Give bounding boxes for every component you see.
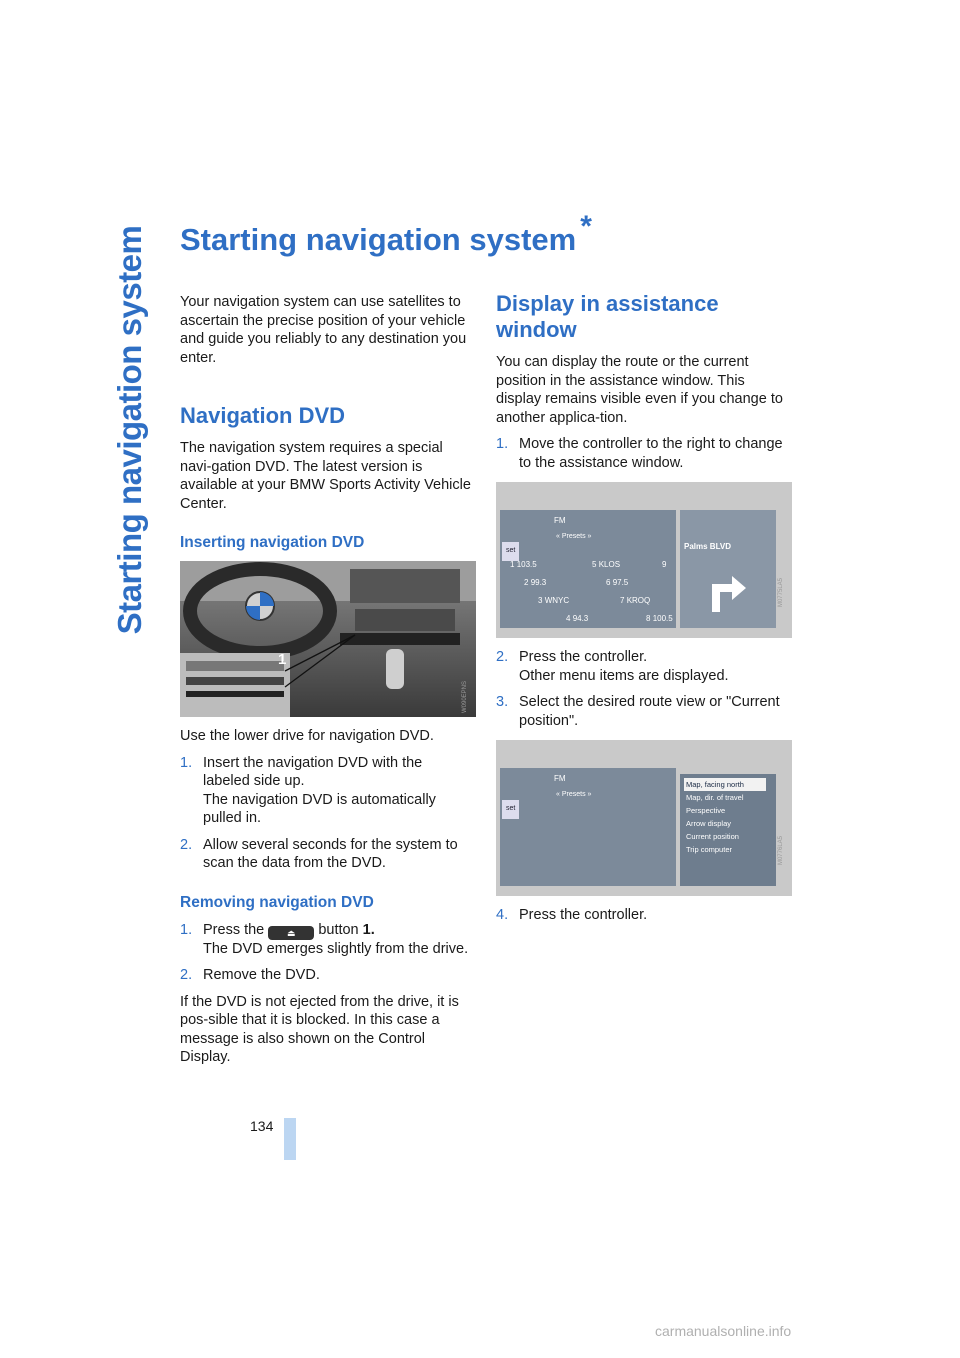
subheading-inserting-dvd: Inserting navigation DVD	[180, 534, 365, 551]
screenshot-assistance-window	[496, 482, 792, 638]
assistance-step-3	[496, 693, 792, 730]
preset-index: 3	[538, 596, 543, 605]
step-number: 1.	[180, 754, 193, 771]
page-number: 134	[250, 1118, 274, 1134]
band-label: FM	[554, 516, 566, 525]
sidebar-chapter-title	[100, 225, 160, 635]
menu-item-trip-computer: Trip computer	[686, 845, 732, 854]
preset-index: 7	[620, 596, 625, 605]
menu-item-current-position: Current position	[686, 832, 739, 841]
step-number: 3.	[496, 694, 509, 710]
right-column	[496, 291, 792, 933]
callout-reference: 1.	[362, 921, 375, 938]
preset-value: 94.3	[572, 614, 589, 623]
step-number: 1.	[180, 921, 193, 938]
photo-callout-number: 1	[278, 651, 287, 668]
eject-button-icon: ⏏	[268, 926, 314, 940]
assistance-step-1	[496, 435, 792, 472]
preset-value: WNYC	[544, 596, 570, 605]
dashboard-photo	[180, 561, 476, 717]
screenshot-code: M0776LA5	[777, 836, 784, 866]
band-label: FM	[554, 774, 566, 783]
inserting-step-2	[180, 836, 472, 873]
step-text: Allow several seconds for the system to scan the data from the DVD.	[203, 836, 458, 871]
dashboard-illustration	[180, 561, 476, 717]
step-text: Insert the navigation DVD with the labeled side up.	[203, 754, 423, 789]
step-text: Remove the DVD.	[203, 967, 320, 983]
screenshot-route-view-menu	[496, 740, 792, 896]
step-text: Press the controller.	[519, 907, 648, 923]
intro-paragraph: Your navigation system can use satellites to ascertain the precise position of your vehicle and guide you reliably to any destination you enter.	[180, 294, 467, 366]
assistance-step-4	[496, 906, 792, 925]
preset-index: 2	[524, 578, 529, 587]
step-text: Press the	[203, 921, 265, 938]
preset-index: 4	[566, 614, 571, 623]
preset-index: 6	[606, 578, 611, 587]
step-subtext: Other menu items are displayed.	[519, 667, 729, 684]
step-text: button	[318, 921, 359, 938]
assistance-intro: You can display the route or the current position in the assistance window. This display remains visible even if you change to another applica-tion.	[496, 354, 783, 426]
turn-arrow-icon	[702, 562, 752, 616]
step-number: 2.	[496, 649, 509, 665]
watermark: carmanualsonline.info	[655, 1323, 792, 1339]
preset-value: 97.5	[612, 578, 629, 587]
removing-note: If the DVD is not ejected from the drive, it is pos-sible that it is blocked. In this case a message is also shown on the Control Display.	[180, 993, 459, 1065]
preset-index: 8	[646, 614, 651, 623]
menu-item-arrow-display: Arrow display	[686, 819, 732, 828]
photo-code: W090EPNS	[461, 680, 468, 713]
set-tab: set	[502, 542, 519, 561]
step-subtext: The DVD emerges slightly from the drive.	[203, 940, 469, 957]
step-number: 2.	[180, 967, 193, 983]
left-column	[180, 293, 472, 1075]
step-number: 1.	[496, 436, 509, 452]
page-marker-bar	[284, 1118, 296, 1160]
step-text: Move the controller to the right to change to the assistance window.	[519, 436, 783, 471]
inserting-step-1	[180, 754, 472, 828]
removing-step-1	[180, 921, 472, 959]
menu-item-map-facing-north: Map, facing north	[684, 778, 766, 791]
page-title	[180, 210, 592, 258]
street-name: Palms BLVD	[684, 542, 731, 551]
assistance-step-2	[496, 648, 792, 685]
presets-label: « Presets »	[556, 533, 592, 540]
section-heading-navigation-dvd: Navigation DVD	[180, 403, 346, 428]
optional-equipment-star-icon: *	[580, 210, 592, 243]
preset-value: KROQ	[626, 596, 651, 605]
preset-value: 103.5	[516, 560, 537, 569]
page-title-text: Starting navigation system	[180, 222, 577, 257]
menu-item-perspective: Perspective	[686, 806, 726, 815]
step-text: Press the controller.	[519, 649, 648, 665]
preset-value: 99.3	[530, 578, 547, 587]
step-subtext: The navigation DVD is automatically pulled in.	[203, 791, 436, 826]
removing-step-2	[180, 966, 472, 985]
subheading-removing-dvd: Removing navigation DVD	[180, 893, 374, 911]
preset-value: KLOS	[598, 560, 621, 569]
navigation-dvd-paragraph: The navigation system requires a special navi-gation DVD. The latest version is available at your BMW Sports Activity Vehicle Center.	[180, 440, 471, 512]
sidebar-chapter-title-text: Starting navigation system	[111, 225, 148, 635]
preset-index: 5	[592, 560, 597, 569]
screenshot-code: M0775LA5	[777, 578, 784, 608]
section-heading-assistance-window: Display in assistance window	[496, 291, 719, 342]
step-number: 2.	[180, 836, 193, 853]
menu-item-map-dir-of-travel: Map, dir. of travel	[686, 793, 744, 802]
inserting-lead: Use the lower drive for navigation DVD.	[180, 728, 434, 744]
preset-index: 9	[662, 560, 667, 569]
preset-value: 100.5	[652, 614, 673, 623]
step-number: 4.	[496, 907, 509, 923]
preset-index: 1	[510, 560, 515, 569]
step-text: Select the desired route view or "Current position".	[519, 694, 780, 729]
presets-label: « Presets »	[556, 791, 592, 798]
set-tab: set	[502, 800, 519, 819]
